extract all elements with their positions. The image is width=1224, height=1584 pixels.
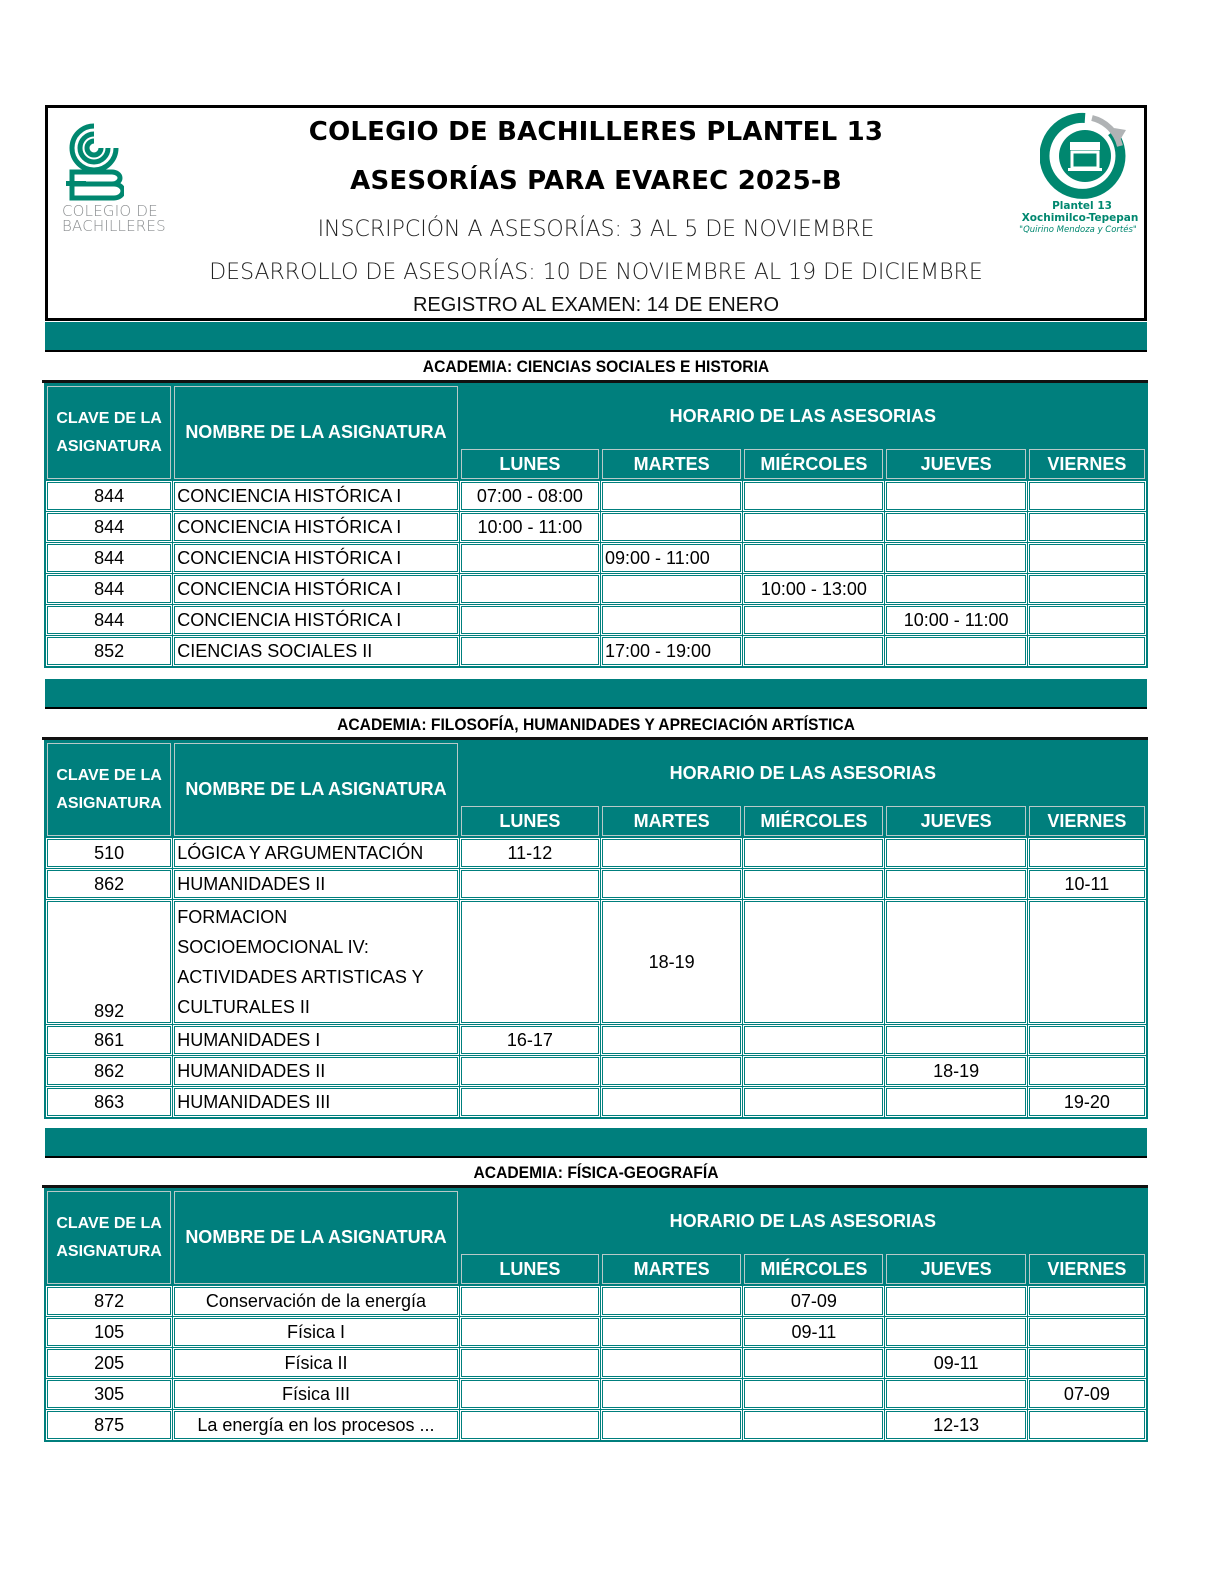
schedule-table [44,1188,1148,1442]
cell-miercoles [744,637,883,665]
cell-martes [602,1411,741,1439]
cell-martes: 09:00 - 11:00 [602,544,741,572]
cell-lunes [461,1380,599,1408]
cell-nombre: LÓGICA Y ARGUMENTACIÓN [174,839,458,867]
cell-viernes [1029,637,1145,665]
academia-title: ACADEMIA: CIENCIAS SOCIALES E HISTORIA [422,357,770,376]
header-jueves: JUEVES [886,449,1025,479]
header-miercoles: MIÉRCOLES [744,806,883,836]
schedule-table [44,740,1148,1119]
cell-clave: 844 [47,482,171,510]
cell-clave: 844 [47,575,171,603]
header-jueves: JUEVES [886,806,1025,836]
logo-text-line1: COLEGIO DE [62,202,158,220]
table-row [47,606,1145,634]
cell-lunes [461,1411,599,1439]
plantel-label: Plantel 13 [1052,200,1112,212]
cell-viernes [1029,482,1145,510]
header-viernes: VIERNES [1029,449,1145,479]
cell-clave: 861 [47,1026,171,1054]
header-nombre: NOMBRE DE LA ASIGNATURA [174,386,458,479]
cell-martes [602,1026,741,1054]
cell-miercoles [744,1411,883,1439]
header-lunes: LUNES [461,1254,599,1284]
cell-clave: 510 [47,839,171,867]
cell-martes [602,1057,741,1085]
cell-viernes [1029,513,1145,541]
cell-viernes: 10-11 [1029,870,1145,898]
table-row [47,870,1145,898]
plantel-location: Xochimilco-Tepepan [1021,212,1139,224]
cell-jueves: 10:00 - 11:00 [886,606,1025,634]
header-horario: HORARIO DE LAS ASESORIAS [461,1191,1145,1251]
cell-jueves: 18-19 [886,1057,1025,1085]
header-martes: MARTES [602,1254,741,1284]
cell-miercoles [744,513,883,541]
cell-lunes: 10:00 - 11:00 [461,513,599,541]
cell-clave: 863 [47,1088,171,1116]
cell-viernes [1029,1287,1145,1315]
table-row [47,901,1145,1023]
cell-nombre: CONCIENCIA HISTÓRICA I [174,513,458,541]
title-institution: COLEGIO DE BACHILLERES PLANTEL 13 [308,117,884,147]
cell-clave: 205 [47,1349,171,1377]
cell-lunes [461,1318,599,1346]
cell-lunes [461,870,599,898]
header-nombre: NOMBRE DE LA ASIGNATURA [174,743,458,836]
table-row [47,839,1145,867]
cell-clave: 875 [47,1411,171,1439]
cell-clave: 105 [47,1318,171,1346]
cell-martes [602,1318,741,1346]
section-band [45,1128,1147,1158]
cell-viernes [1029,1318,1145,1346]
cell-nombre: Conservación de la energía [174,1287,458,1315]
cell-viernes [1029,544,1145,572]
registro-date: REGISTRO AL EXAMEN: 14 DE ENERO [412,294,780,316]
cell-jueves [886,1318,1025,1346]
cell-miercoles [744,1088,883,1116]
plantel-emblem-icon [1040,112,1130,200]
header-jueves: JUEVES [886,1254,1025,1284]
cell-nombre: HUMANIDADES II [174,870,458,898]
logo-text-line2: BACHILLERES [62,217,166,235]
cell-miercoles [744,1380,883,1408]
cell-martes [602,870,741,898]
cell-clave: 872 [47,1287,171,1315]
cell-jueves [886,870,1025,898]
header-clave: CLAVE DE LA ASIGNATURA [47,386,171,479]
cell-nombre: CONCIENCIA HISTÓRICA I [174,606,458,634]
header-viernes: VIERNES [1029,1254,1145,1284]
header-lunes: LUNES [461,806,599,836]
cell-lunes [461,575,599,603]
cell-miercoles [744,1057,883,1085]
cell-clave: 844 [47,544,171,572]
cell-clave: 305 [47,1380,171,1408]
cell-viernes [1029,839,1145,867]
cell-clave: 862 [47,1057,171,1085]
cell-clave: 852 [47,637,171,665]
plantel-13-logo [1019,112,1142,240]
cell-lunes [461,606,599,634]
cell-miercoles [744,606,883,634]
cell-miercoles [744,870,883,898]
cell-viernes [1029,575,1145,603]
cell-clave: 844 [47,606,171,634]
cell-viernes: 19-20 [1029,1088,1145,1116]
cell-nombre: HUMANIDADES II [174,1057,458,1085]
document-header [45,105,1147,321]
cell-lunes [461,1287,599,1315]
cell-viernes [1029,901,1145,1023]
cell-martes [602,1287,741,1315]
plantel-name: "Quirino Mendoza y Cortés" [1019,225,1137,235]
cell-jueves [886,544,1025,572]
table-row [47,1349,1145,1377]
cell-jueves [886,901,1025,1023]
cell-martes [602,606,741,634]
desarrollo-dates: DESARROLLO DE ASESORÍAS: 10 DE NOVIEMBRE AL 19 DE DICIEMBRE [209,260,983,285]
header-lunes: LUNES [461,449,599,479]
cell-martes: 18-19 [602,901,741,1023]
cell-nombre: CONCIENCIA HISTÓRICA I [174,482,458,510]
header-miercoles: MIÉRCOLES [744,1254,883,1284]
title-program: ASESORÍAS PARA EVAREC 2025-B [350,166,842,196]
cell-martes [602,1088,741,1116]
cell-jueves: 09-11 [886,1349,1025,1377]
cell-nombre: CONCIENCIA HISTÓRICA I [174,575,458,603]
cell-jueves: 12-13 [886,1411,1025,1439]
header-horario: HORARIO DE LAS ASESORIAS [461,386,1145,446]
table-row [47,544,1145,572]
cell-nombre: HUMANIDADES I [174,1026,458,1054]
cell-viernes [1029,1057,1145,1085]
cell-jueves [886,1380,1025,1408]
cell-miercoles: 10:00 - 13:00 [744,575,883,603]
cell-jueves [886,482,1025,510]
cell-miercoles [744,1349,883,1377]
table-row [47,1380,1145,1408]
table-row [47,513,1145,541]
cell-lunes [461,1088,599,1116]
cell-miercoles [744,482,883,510]
header-viernes: VIERNES [1029,806,1145,836]
cell-lunes [461,1057,599,1085]
cell-miercoles: 07-09 [744,1287,883,1315]
table-row [47,1026,1145,1054]
cell-jueves [886,1026,1025,1054]
header-martes: MARTES [602,806,741,836]
table-row [47,482,1145,510]
cell-miercoles: 09-11 [744,1318,883,1346]
cell-lunes [461,637,599,665]
cell-nombre: Física II [174,1349,458,1377]
cell-nombre: CIENCIAS SOCIALES II [174,637,458,665]
section-band [45,322,1147,352]
cell-martes [602,513,741,541]
cell-jueves [886,513,1025,541]
cell-lunes [461,1349,599,1377]
table-row [47,575,1145,603]
cell-miercoles [744,839,883,867]
cell-viernes [1029,1411,1145,1439]
cell-martes: 17:00 - 19:00 [602,637,741,665]
header-clave: CLAVE DE LA ASIGNATURA [47,1191,171,1284]
cell-nombre: Física III [174,1380,458,1408]
cell-lunes [461,544,599,572]
table-row [47,1318,1145,1346]
schedule-table [44,383,1148,668]
cell-clave: 844 [47,513,171,541]
cell-clave: 892 [47,901,171,1023]
header-miercoles: MIÉRCOLES [744,449,883,479]
cell-martes [602,1349,741,1377]
inscripcion-dates: INSCRIPCIÓN A ASESORÍAS: 3 AL 5 DE NOVIEMBRE [317,217,875,242]
cell-miercoles [744,901,883,1023]
cell-jueves [886,1088,1025,1116]
academia-title: ACADEMIA: FÍSICA-GEOGRAFÍA [473,1163,719,1182]
cell-nombre: FORMACION SOCIOEMOCIONAL IV: ACTIVIDADES ARTISTICAS Y CULTURALES II [174,901,458,1023]
cell-jueves [886,1287,1025,1315]
header-nombre: NOMBRE DE LA ASIGNATURA [174,1191,458,1284]
section-band [45,679,1147,709]
cell-martes [602,482,741,510]
cell-jueves [886,839,1025,867]
table-row [47,637,1145,665]
cell-lunes [461,901,599,1023]
table-row [47,1411,1145,1439]
cell-lunes: 07:00 - 08:00 [461,482,599,510]
cell-viernes [1029,1026,1145,1054]
header-horario: HORARIO DE LAS ASESORIAS [461,743,1145,803]
cell-viernes: 07-09 [1029,1380,1145,1408]
cell-nombre: HUMANIDADES III [174,1088,458,1116]
cell-nombre: La energía en los procesos ... [174,1411,458,1439]
cell-miercoles [744,1026,883,1054]
table-row [47,1287,1145,1315]
header-clave: CLAVE DE LA ASIGNATURA [47,743,171,836]
cell-miercoles [744,544,883,572]
cell-viernes [1029,1349,1145,1377]
cell-jueves [886,575,1025,603]
table-row [47,1057,1145,1085]
cell-martes [602,575,741,603]
cell-jueves [886,637,1025,665]
cell-martes [602,1380,741,1408]
table-row [47,1088,1145,1116]
cell-lunes: 11-12 [461,839,599,867]
cell-clave: 862 [47,870,171,898]
cell-viernes [1029,606,1145,634]
academia-title: ACADEMIA: FILOSOFÍA, HUMANIDADES Y APRECIACIÓN ARTÍSTICA [337,715,855,734]
cell-martes [602,839,741,867]
cell-lunes: 16-17 [461,1026,599,1054]
header-martes: MARTES [602,449,741,479]
cell-nombre: Física I [174,1318,458,1346]
cell-nombre: CONCIENCIA HISTÓRICA I [174,544,458,572]
